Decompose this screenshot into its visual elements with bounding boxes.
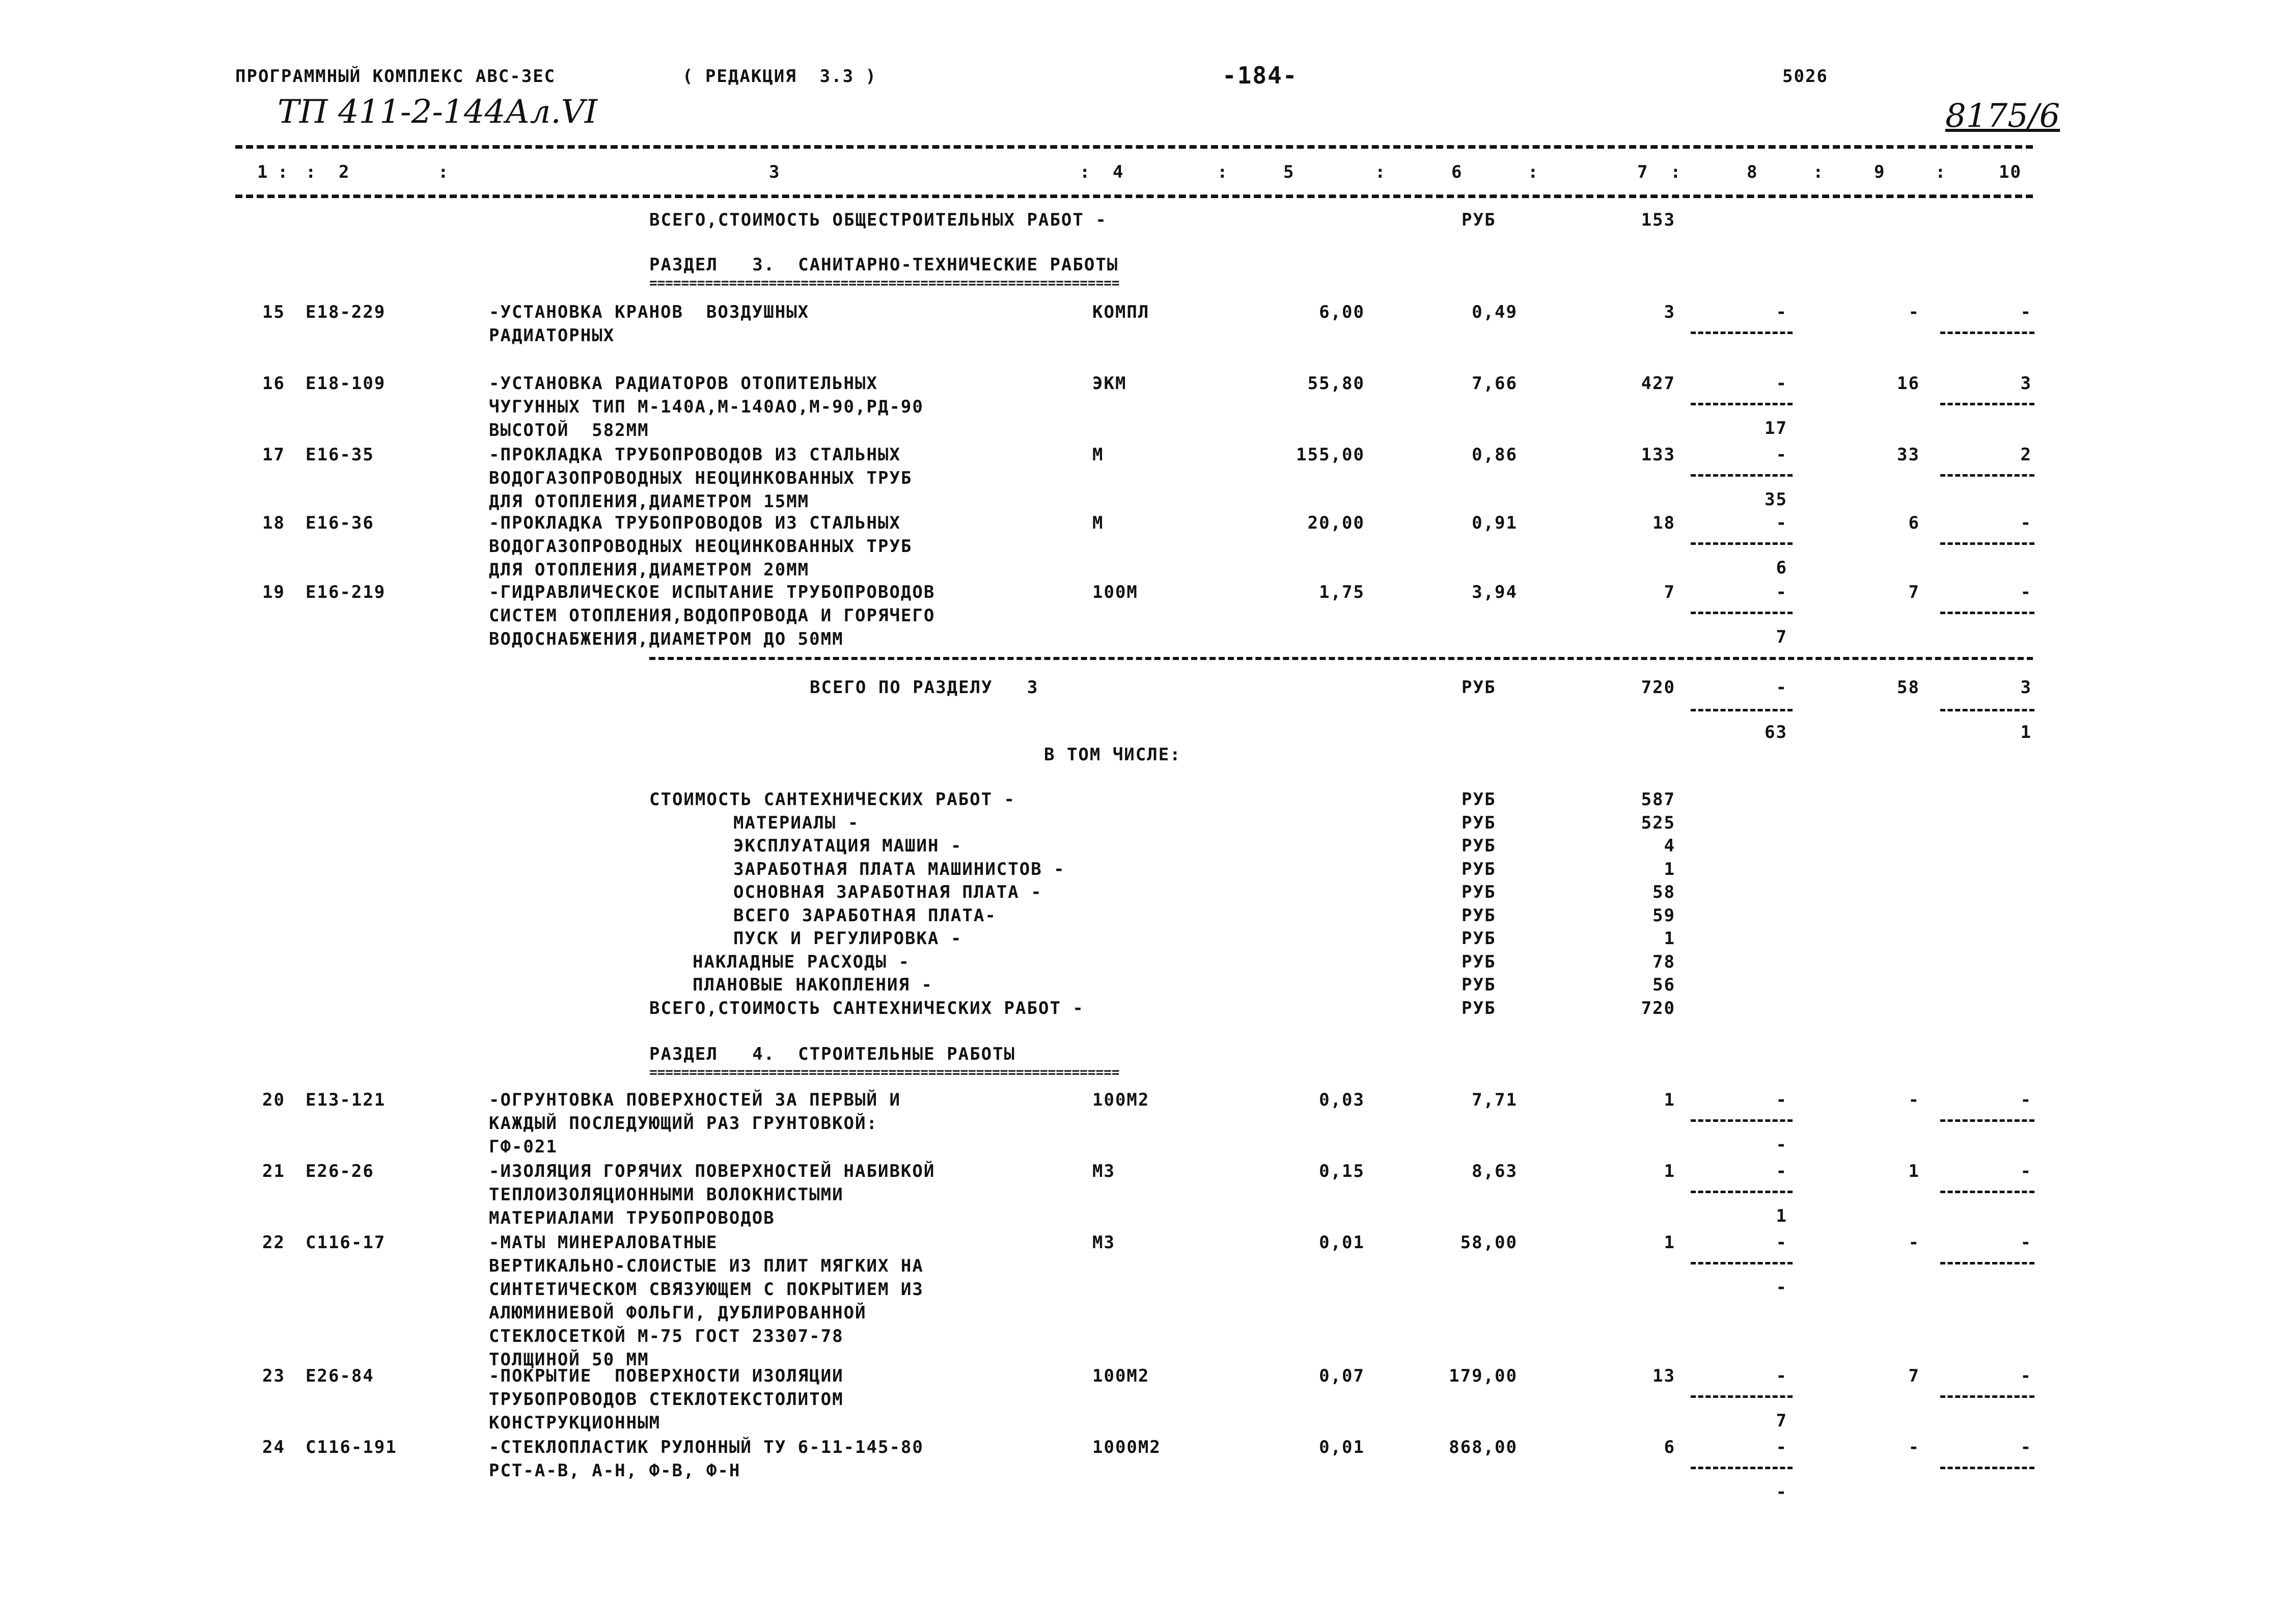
column-number-4: 4 bbox=[1113, 162, 1124, 182]
row-unit-price: 3,94 bbox=[1472, 582, 1518, 602]
row-description-line: -УСТАНОВКА КРАНОВ ВОЗДУШНЫХ bbox=[489, 302, 810, 322]
breakdown-label: НАКЛАДНЫЕ РАСХОДЫ - bbox=[693, 951, 910, 972]
row-col8-rule bbox=[1691, 403, 1793, 405]
row-quantity: 0,03 bbox=[1319, 1090, 1365, 1110]
row-number: 22 bbox=[262, 1232, 285, 1253]
breakdown-value: 1 bbox=[1664, 859, 1675, 879]
row-code: Е26-26 bbox=[306, 1161, 374, 1181]
row-description-line: -ПОКРЫТИЕ ПОВЕРХНОСТИ ИЗОЛЯЦИИ bbox=[489, 1366, 844, 1386]
row-description-line: ТЕПЛОИЗОЛЯЦИОННЫМИ ВОЛОКНИСТЫМИ bbox=[489, 1185, 844, 1205]
row-quantity: 0,15 bbox=[1319, 1161, 1365, 1181]
row-total: 6 bbox=[1664, 1437, 1675, 1457]
row-code: Е16-35 bbox=[306, 445, 374, 465]
row-number: 16 bbox=[262, 373, 285, 394]
breakdown-value: 58 bbox=[1653, 882, 1675, 902]
row-col10: - bbox=[2020, 1437, 2032, 1457]
row-description-line: -ОГРУНТОВКА ПОВЕРХНОСТЕЙ ЗА ПЕРВЫЙ И bbox=[489, 1090, 901, 1110]
column-number-5: 5 bbox=[1283, 162, 1295, 182]
row-col9: 16 bbox=[1897, 373, 1920, 394]
column-separator: : bbox=[1080, 162, 1091, 182]
row-description-line: РАДИАТОРНЫХ bbox=[489, 325, 615, 346]
row-col8-rule bbox=[1691, 1191, 1793, 1193]
row-unit-price: 179,00 bbox=[1449, 1366, 1518, 1386]
row-unit-price: 0,91 bbox=[1472, 513, 1518, 533]
column-separator: : bbox=[306, 162, 317, 182]
row-unit: М3 bbox=[1092, 1161, 1115, 1181]
row-total: 1 bbox=[1664, 1161, 1675, 1181]
row-col10: - bbox=[2020, 1232, 2032, 1253]
row-description-line: ВОДОГАЗОПРОВОДНЫХ НЕОЦИНКОВАННЫХ ТРУБ bbox=[489, 536, 913, 557]
breakdown-unit: РУБ bbox=[1462, 882, 1496, 902]
row-description-line: ВЫСОТОЙ 582ММ bbox=[489, 420, 649, 441]
column-separator: : bbox=[1375, 162, 1387, 182]
row-col10-rule bbox=[1940, 542, 2034, 545]
row-description-line: ТРУБОПРОВОДОВ СТЕКЛОТЕКСТОЛИТОМ bbox=[489, 1389, 844, 1410]
row-col8: - bbox=[1776, 1232, 1787, 1253]
row-number: 23 bbox=[262, 1366, 285, 1386]
row-col10-rule bbox=[1940, 612, 2034, 614]
row-number: 24 bbox=[262, 1437, 285, 1457]
breakdown-label: ВСЕГО ЗАРАБОТНАЯ ПЛАТА- bbox=[733, 905, 997, 926]
row-unit-price: 8,63 bbox=[1472, 1161, 1518, 1181]
row-col9: 7 bbox=[1908, 1366, 1920, 1386]
row-description-line: ЧУГУННЫХ ТИП М-140А,М-140АО,М-90,РД-90 bbox=[489, 397, 924, 417]
row-col8: - bbox=[1776, 373, 1787, 394]
section-3-total-col8-rule bbox=[1691, 709, 1793, 711]
row-col10: - bbox=[2020, 302, 2032, 322]
row-description-line: ВОДОГАЗОПРОВОДНЫХ НЕОЦИНКОВАННЫХ ТРУБ bbox=[489, 468, 913, 488]
breakdown-label: ПЛАНОВЫЕ НАКОПЛЕНИЯ - bbox=[693, 975, 933, 995]
row-description-line: ГФ-021 bbox=[489, 1137, 558, 1157]
row-col10-rule bbox=[1940, 332, 2034, 334]
column-separator: : bbox=[1217, 162, 1229, 182]
row-description-line: -ПРОКЛАДКА ТРУБОПРОВОДОВ ИЗ СТАЛЬНЫХ bbox=[489, 445, 901, 465]
breakdown-value: 720 bbox=[1641, 998, 1675, 1019]
breakdown-unit: РУБ bbox=[1462, 789, 1496, 810]
column-separator: : bbox=[278, 162, 289, 182]
row-number: 18 bbox=[262, 513, 285, 533]
row-description-line: -ИЗОЛЯЦИЯ ГОРЯЧИХ ПОВЕРХНОСТЕЙ НАБИВКОЙ bbox=[489, 1161, 935, 1181]
row-description-line: ДЛЯ ОТОПЛЕНИЯ,ДИАМЕТРОМ 20ММ bbox=[489, 560, 810, 580]
column-number-7: 7 bbox=[1637, 162, 1649, 182]
breakdown-unit: РУБ bbox=[1462, 812, 1496, 833]
row-col8-second: 35 bbox=[1765, 489, 1787, 510]
section-4-title: РАЗДЕЛ 4. СТРОИТЕЛЬНЫЕ РАБОТЫ bbox=[649, 1044, 1016, 1064]
column-number-8: 8 bbox=[1747, 162, 1758, 182]
row-total: 1 bbox=[1664, 1090, 1675, 1110]
row-total: 3 bbox=[1664, 302, 1675, 322]
row-total: 18 bbox=[1653, 513, 1675, 533]
section-4-underline: =========================================================== bbox=[649, 1065, 1120, 1080]
row-col10: 2 bbox=[2020, 445, 2032, 465]
column-separator: : bbox=[1670, 162, 1682, 182]
row-description-line: МАТЕРИАЛАМИ ТРУБОПРОВОДОВ bbox=[489, 1208, 775, 1228]
row-quantity: 55,80 bbox=[1307, 373, 1365, 394]
row-description-line: ТОЛЩИНОЙ 50 ММ bbox=[489, 1350, 649, 1370]
section-3-total-rule bbox=[649, 657, 2033, 660]
column-number-10: 10 bbox=[1999, 162, 2022, 182]
row-description-line: -СТЕКЛОПЛАСТИК РУЛОННЫЙ ТУ 6-11-145-80 bbox=[489, 1437, 924, 1457]
breakdown-label: ВСЕГО,СТОИМОСТЬ САНТЕХНИЧЕСКИХ РАБОТ - bbox=[649, 998, 1084, 1019]
row-quantity: 0,07 bbox=[1319, 1366, 1365, 1386]
row-code: С116-191 bbox=[306, 1437, 397, 1457]
row-col10-rule bbox=[1940, 1191, 2034, 1193]
breakdown-title: В ТОМ ЧИСЛЕ: bbox=[1044, 745, 1181, 765]
row-col8-second: - bbox=[1776, 1277, 1787, 1298]
row-col10-rule bbox=[1940, 403, 2034, 405]
row-code: Е16-36 bbox=[306, 513, 374, 533]
row-col8-rule bbox=[1691, 332, 1793, 334]
row-col10-rule bbox=[1940, 1262, 2034, 1264]
row-col9: - bbox=[1908, 302, 1920, 322]
row-unit-price: 7,66 bbox=[1472, 373, 1518, 394]
project-handwritten: ТП 411-2-144Ал.VI bbox=[278, 93, 598, 131]
column-number-3: 3 bbox=[769, 162, 781, 182]
row-col8-rule bbox=[1691, 1119, 1793, 1122]
row-description-line: СИНТЕТИЧЕСКОМ СВЯЗУЮЩЕМ С ПОКРЫТИЕМ ИЗ bbox=[489, 1279, 924, 1300]
breakdown-unit: РУБ bbox=[1462, 859, 1496, 879]
breakdown-value: 1 bbox=[1664, 928, 1675, 949]
row-col8-rule bbox=[1691, 612, 1793, 614]
row-total: 1 bbox=[1664, 1232, 1675, 1253]
row-quantity: 0,01 bbox=[1319, 1232, 1365, 1253]
section-3-total-col8: - bbox=[1776, 677, 1787, 698]
breakdown-label: МАТЕРИАЛЫ - bbox=[733, 812, 860, 833]
row-col8-second: 1 bbox=[1776, 1206, 1787, 1226]
row-col8-second: - bbox=[1776, 1482, 1787, 1502]
row-col10-rule bbox=[1940, 1119, 2034, 1122]
breakdown-label: СТОИМОСТЬ САНТЕХНИЧЕСКИХ РАБОТ - bbox=[649, 789, 1016, 810]
column-number-2: 2 bbox=[339, 162, 350, 182]
row-description-line: ДЛЯ ОТОПЛЕНИЯ,ДИАМЕТРОМ 15ММ bbox=[489, 491, 810, 512]
row-code: Е16-219 bbox=[306, 582, 386, 602]
column-number-9: 9 bbox=[1874, 162, 1886, 182]
section-3-total-col10: 3 bbox=[2020, 677, 2032, 698]
breakdown-unit: РУБ bbox=[1462, 951, 1496, 972]
row-col10: 3 bbox=[2020, 373, 2032, 394]
row-col8-second: 7 bbox=[1776, 627, 1787, 647]
row-quantity: 0,01 bbox=[1319, 1437, 1365, 1457]
row-number: 19 bbox=[262, 582, 285, 602]
section-3-total-unit: РУБ bbox=[1462, 677, 1496, 698]
column-separator: : bbox=[1935, 162, 1947, 182]
breakdown-label: ЭКСПЛУАТАЦИЯ МАШИН - bbox=[733, 836, 962, 856]
row-description-line: АЛЮМИНИЕВОЙ ФОЛЬГИ, ДУБЛИРОВАННОЙ bbox=[489, 1303, 867, 1323]
row-col9: - bbox=[1908, 1437, 1920, 1457]
row-total: 13 bbox=[1653, 1366, 1675, 1386]
general-total-label: ВСЕГО,СТОИМОСТЬ ОБЩЕСТРОИТЕЛЬНЫХ РАБОТ - bbox=[649, 210, 1107, 230]
header-rule-top bbox=[235, 145, 2033, 149]
row-quantity: 1,75 bbox=[1319, 582, 1365, 602]
row-col8: - bbox=[1776, 582, 1787, 602]
row-col9: 7 bbox=[1908, 582, 1920, 602]
row-col9: 1 bbox=[1908, 1161, 1920, 1181]
row-code: Е26-84 bbox=[306, 1366, 374, 1386]
row-col8: - bbox=[1776, 1090, 1787, 1110]
breakdown-label: ПУСК И РЕГУЛИРОВКА - bbox=[733, 928, 962, 949]
row-number: 21 bbox=[262, 1161, 285, 1181]
row-col8: - bbox=[1776, 1437, 1787, 1457]
row-unit-price: 0,49 bbox=[1472, 302, 1518, 322]
row-col8-rule bbox=[1691, 1395, 1793, 1398]
section-3-total-col10-rule bbox=[1940, 709, 2034, 711]
row-col9: - bbox=[1908, 1090, 1920, 1110]
breakdown-value: 4 bbox=[1664, 836, 1675, 856]
row-description-line: СТЕКЛОСЕТКОЙ М-75 ГОСТ 23307-78 bbox=[489, 1326, 844, 1346]
row-unit-price: 58,00 bbox=[1460, 1232, 1518, 1253]
row-col8: - bbox=[1776, 513, 1787, 533]
row-col8: - bbox=[1776, 1161, 1787, 1181]
row-col10-rule bbox=[1940, 1467, 2034, 1469]
row-description-line: ВОДОСНАБЖЕНИЯ,ДИАМЕТРОМ ДО 50ММ bbox=[489, 629, 844, 649]
row-quantity: 155,00 bbox=[1296, 445, 1365, 465]
row-total: 7 bbox=[1664, 582, 1675, 602]
row-total: 133 bbox=[1641, 445, 1675, 465]
row-col8-rule bbox=[1691, 1467, 1793, 1469]
breakdown-unit: РУБ bbox=[1462, 975, 1496, 995]
row-description-line: КОНСТРУКЦИОННЫМ bbox=[489, 1413, 661, 1433]
section-3-total-label: ВСЕГО ПО РАЗДЕЛУ 3 bbox=[810, 677, 1039, 698]
row-description-line: КАЖДЫЙ ПОСЛЕДУЮЩИЙ РАЗ ГРУНТОВКОЙ: bbox=[489, 1113, 878, 1134]
row-col10: - bbox=[2020, 1161, 2032, 1181]
row-col10: - bbox=[2020, 513, 2032, 533]
row-description-line: ВЕРТИКАЛЬНО-СЛОИСТЫЕ ИЗ ПЛИТ МЯГКИХ НА bbox=[489, 1256, 924, 1276]
breakdown-value: 525 bbox=[1641, 812, 1675, 833]
section-3-total-value: 720 bbox=[1641, 677, 1675, 698]
breakdown-unit: РУБ bbox=[1462, 998, 1496, 1019]
row-unit: 100М bbox=[1092, 582, 1138, 602]
breakdown-value: 59 bbox=[1653, 905, 1675, 926]
row-number: 20 bbox=[262, 1090, 285, 1110]
row-unit: М3 bbox=[1092, 1232, 1115, 1253]
row-unit-price: 7,71 bbox=[1472, 1090, 1518, 1110]
column-separator: : bbox=[1528, 162, 1539, 182]
general-total-value: 153 bbox=[1641, 210, 1675, 230]
row-code: Е13-121 bbox=[306, 1090, 386, 1110]
row-col8-second: - bbox=[1776, 1135, 1787, 1155]
row-unit: 1000М2 bbox=[1092, 1437, 1161, 1457]
row-unit: М bbox=[1092, 513, 1104, 533]
row-unit: ЭКМ bbox=[1092, 373, 1127, 394]
row-col8: - bbox=[1776, 1366, 1787, 1386]
sheet-handwritten: 8175/6 bbox=[1945, 97, 2060, 135]
column-number-1: 1 bbox=[257, 162, 269, 182]
general-total-unit: РУБ bbox=[1462, 210, 1496, 230]
row-quantity: 20,00 bbox=[1307, 513, 1365, 533]
breakdown-label: ОСНОВНАЯ ЗАРАБОТНАЯ ПЛАТА - bbox=[733, 882, 1042, 902]
row-col8-rule bbox=[1691, 474, 1793, 477]
row-col9: - bbox=[1908, 1232, 1920, 1253]
section-3-underline: =========================================================== bbox=[649, 276, 1120, 291]
header-rule-bottom bbox=[235, 195, 2033, 198]
row-code: Е18-229 bbox=[306, 302, 386, 322]
row-unit-price: 868,00 bbox=[1449, 1437, 1518, 1457]
breakdown-value: 587 bbox=[1641, 789, 1675, 810]
row-quantity: 6,00 bbox=[1319, 302, 1365, 322]
row-total: 427 bbox=[1641, 373, 1675, 394]
row-col8-second: 17 bbox=[1765, 418, 1787, 438]
row-col10: - bbox=[2020, 1090, 2032, 1110]
column-number-6: 6 bbox=[1451, 162, 1463, 182]
row-unit: КОМПЛ bbox=[1092, 302, 1150, 322]
row-code: Е18-109 bbox=[306, 373, 386, 394]
row-col8-rule bbox=[1691, 1262, 1793, 1264]
column-separator: : bbox=[1813, 162, 1825, 182]
breakdown-label: ЗАРАБОТНАЯ ПЛАТА МАШИНИСТОВ - bbox=[733, 859, 1065, 879]
program-name: ПРОГРАММНЫЙ КОМПЛЕКС АВС-3ЕС bbox=[235, 66, 556, 87]
row-description-line: -ПРОКЛАДКА ТРУБОПРОВОДОВ ИЗ СТАЛЬНЫХ bbox=[489, 513, 901, 533]
breakdown-unit: РУБ bbox=[1462, 905, 1496, 926]
row-number: 17 bbox=[262, 445, 285, 465]
row-col8: - bbox=[1776, 302, 1787, 322]
row-number: 15 bbox=[262, 302, 285, 322]
section-3-total-col8-second: 63 bbox=[1765, 722, 1787, 742]
breakdown-unit: РУБ bbox=[1462, 928, 1496, 949]
row-col10-rule bbox=[1940, 1395, 2034, 1398]
row-description-line: -МАТЫ МИНЕРАЛОВАТНЫЕ bbox=[489, 1232, 718, 1253]
page-number: -184- bbox=[1222, 62, 1298, 89]
section-3-title: РАЗДЕЛ 3. САНИТАРНО-ТЕХНИЧЕСКИЕ РАБОТЫ bbox=[649, 255, 1119, 275]
row-col8-rule bbox=[1691, 542, 1793, 545]
column-separator: : bbox=[438, 162, 450, 182]
row-col10: - bbox=[2020, 582, 2032, 602]
row-description-line: -ГИДРАВЛИЧЕСКОЕ ИСПЫТАНИЕ ТРУБОПРОВОДОВ bbox=[489, 582, 935, 602]
row-col8-second: 6 bbox=[1776, 558, 1787, 578]
row-col8-second: 7 bbox=[1776, 1411, 1787, 1431]
row-description-line: -УСТАНОВКА РАДИАТОРОВ ОТОПИТЕЛЬНЫХ bbox=[489, 373, 878, 394]
row-unit: М bbox=[1092, 445, 1104, 465]
row-description-line: СИСТЕМ ОТОПЛЕНИЯ,ВОДОПРОВОДА И ГОРЯЧЕГО bbox=[489, 605, 935, 626]
breakdown-value: 78 bbox=[1653, 951, 1675, 972]
row-col10-rule bbox=[1940, 474, 2034, 477]
row-col10: - bbox=[2020, 1366, 2032, 1386]
row-col8: - bbox=[1776, 445, 1787, 465]
row-col9: 33 bbox=[1897, 445, 1920, 465]
row-col9: 6 bbox=[1908, 513, 1920, 533]
row-description-line: РСТ-А-В, А-Н, Ф-В, Ф-Н bbox=[489, 1461, 741, 1481]
row-code: С116-17 bbox=[306, 1232, 386, 1253]
breakdown-unit: РУБ bbox=[1462, 836, 1496, 856]
breakdown-value: 56 bbox=[1653, 975, 1675, 995]
edition-label: ( РЕДАКЦИЯ 3.3 ) bbox=[682, 66, 877, 87]
row-unit: 100М2 bbox=[1092, 1090, 1150, 1110]
row-unit-price: 0,86 bbox=[1472, 445, 1518, 465]
document-code: 5026 bbox=[1782, 66, 1828, 87]
section-3-total-col9: 58 bbox=[1897, 677, 1920, 698]
section-3-total-col10-second: 1 bbox=[2020, 722, 2032, 742]
row-unit: 100М2 bbox=[1092, 1366, 1150, 1386]
